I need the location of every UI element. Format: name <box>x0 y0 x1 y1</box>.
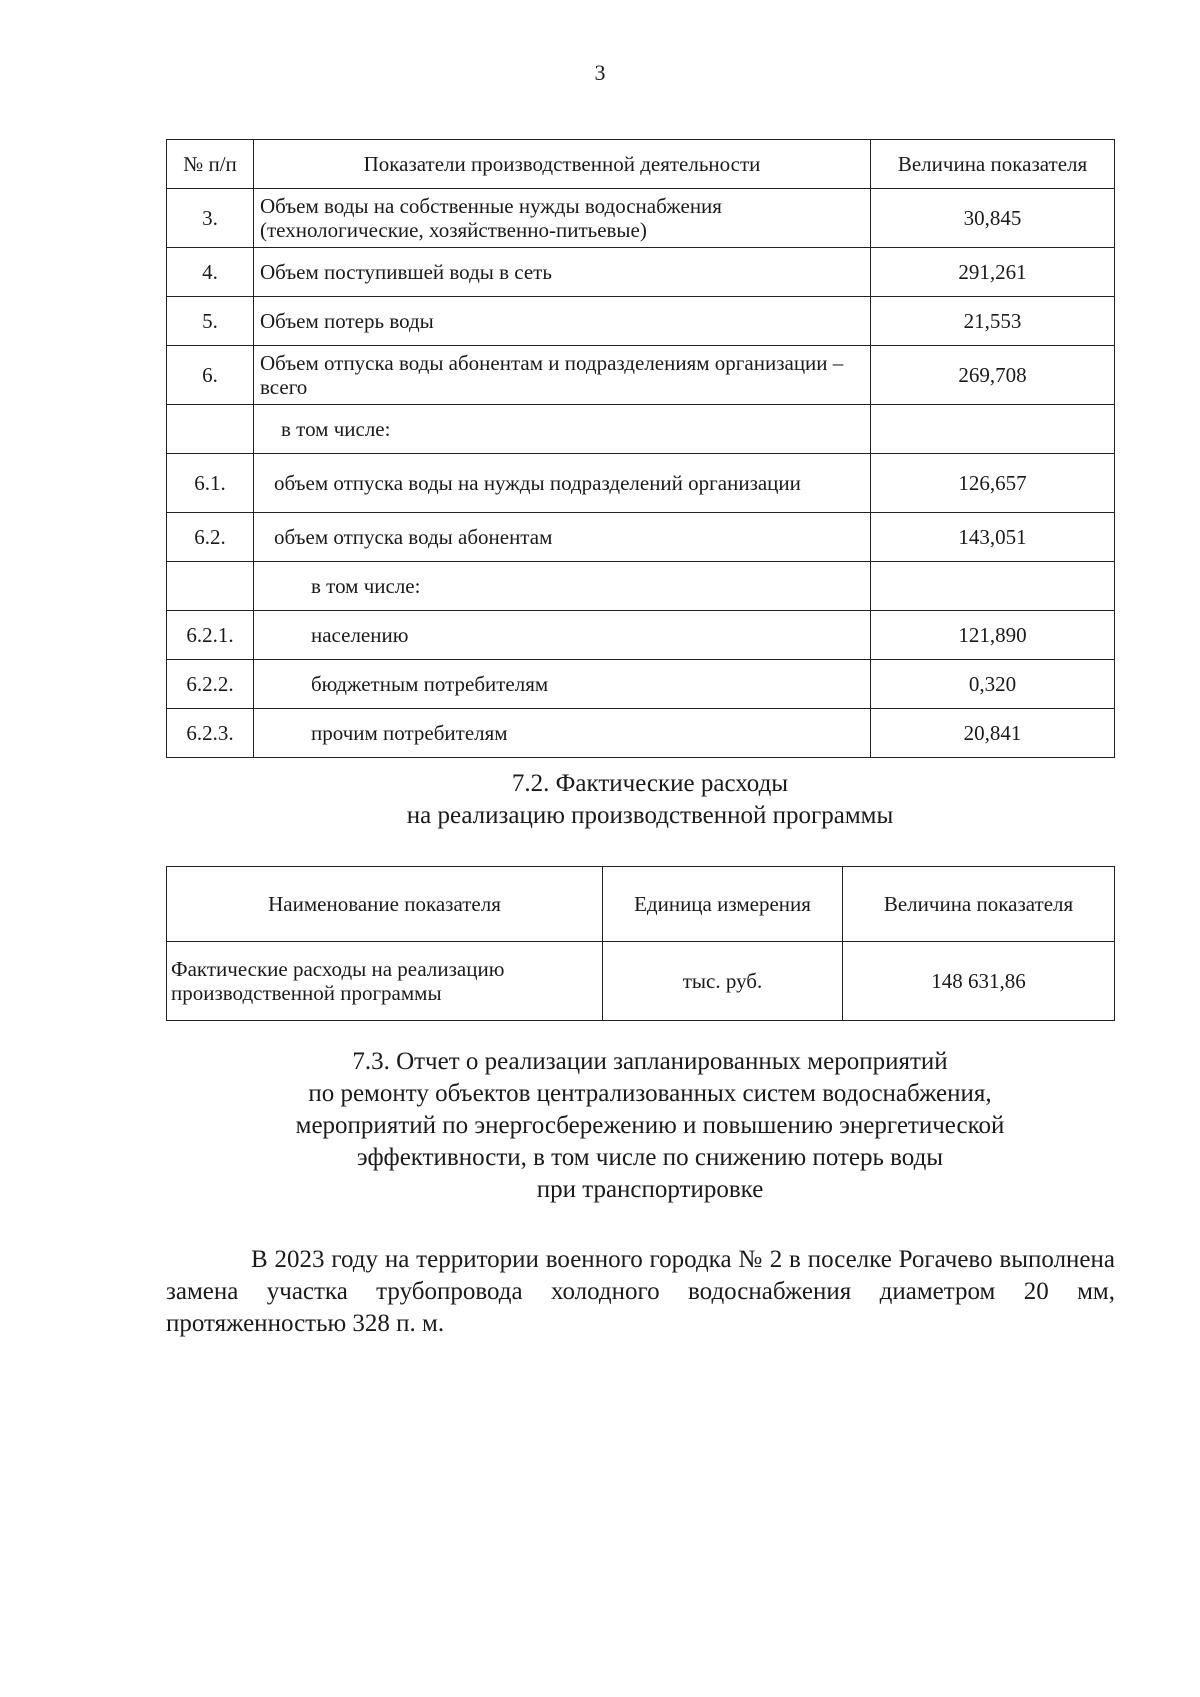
row-value: 0,320 <box>871 660 1115 709</box>
row-name: объем отпуска воды на нужды подразделений организации <box>254 454 871 513</box>
row-num: 6. <box>167 346 254 405</box>
row-value: 269,708 <box>871 346 1115 405</box>
row-num: 6.2.3. <box>167 709 254 758</box>
row-name: Объем потерь воды <box>254 297 871 346</box>
table-row <box>167 513 1115 562</box>
table-row <box>167 297 1115 346</box>
header-value: Величина показателя <box>871 140 1115 189</box>
table-row <box>167 405 1115 454</box>
header-value: Величина показателя <box>843 867 1115 942</box>
table-row <box>167 660 1115 709</box>
report-paragraph <box>166 1244 1115 1340</box>
row-value: 30,845 <box>871 189 1115 248</box>
header-unit: Единица измерения <box>603 867 843 942</box>
row-name: в том числе: <box>254 405 871 454</box>
row-value <box>871 405 1115 454</box>
table-row <box>167 942 1115 1021</box>
row-value: 291,261 <box>871 248 1115 297</box>
table-row <box>167 709 1115 758</box>
production-indicators-table <box>166 139 1115 758</box>
table-row <box>167 611 1115 660</box>
row-num: 3. <box>167 189 254 248</box>
row-name: Объем воды на собственные нужды водоснабжения (технологические, хозяйственно-питьевые) <box>254 189 871 248</box>
actual-expenses-table <box>166 866 1115 1021</box>
section-7-2-line1: 7.2. Фактические расходы <box>511 770 789 797</box>
row-num: 6.2.2. <box>167 660 254 709</box>
row-name: Фактические расходы на реализацию производственной программы <box>167 942 603 1021</box>
table-row <box>167 562 1115 611</box>
table-row <box>167 248 1115 297</box>
row-num: 5. <box>167 297 254 346</box>
row-name: объем отпуска воды абонентам <box>254 513 871 562</box>
section-7-3-line3: мероприятий по энергосбережению и повышению энергетической <box>295 1112 1005 1139</box>
section-7-3-line4: эффективности, в том числе по снижению потерь воды <box>356 1144 944 1171</box>
row-name: Объем отпуска воды абонентам и подразделениям организации – всего <box>254 346 871 405</box>
row-num <box>167 562 254 611</box>
row-num: 6.1. <box>167 454 254 513</box>
row-num: 6.2.1. <box>167 611 254 660</box>
row-num <box>167 405 254 454</box>
row-value: 21,553 <box>871 297 1115 346</box>
header-name: Наименование показателя <box>167 867 603 942</box>
paragraph-text: В 2023 году на территории военного городка № 2 в поселке Рогачево выполнена замена участка трубопровода холодного водоснабжения диаметром 20 мм, протяженностью 328 п. м. <box>166 1246 1115 1337</box>
table-header-row <box>167 140 1115 189</box>
header-num: № п/п <box>167 140 254 189</box>
header-indicator: Показатели производственной деятельности <box>254 140 871 189</box>
row-value: 126,657 <box>871 454 1115 513</box>
table-header-row <box>167 867 1115 942</box>
table-row <box>167 189 1115 248</box>
section-7-3-line1: 7.3. Отчет о реализации запланированных мероприятий <box>352 1048 948 1075</box>
page-number: 3 <box>594 60 606 85</box>
section-7-2-heading <box>0 768 1200 832</box>
row-name: бюджетным потребителям <box>254 660 871 709</box>
row-num: 6.2. <box>167 513 254 562</box>
row-unit: тыс. руб. <box>603 942 843 1021</box>
row-value: 148 631,86 <box>843 942 1115 1021</box>
row-name: прочим потребителям <box>254 709 871 758</box>
section-7-2-line2: на реализацию производственной программы <box>406 802 894 829</box>
table-row <box>167 346 1115 405</box>
section-7-3-line2: по ремонту объектов централизованных систем водоснабжения, <box>308 1080 992 1107</box>
row-name: Объем поступившей воды в сеть <box>254 248 871 297</box>
row-num: 4. <box>167 248 254 297</box>
table-row <box>167 454 1115 513</box>
row-value <box>871 562 1115 611</box>
section-7-3-heading <box>0 1046 1200 1206</box>
row-name: населению <box>254 611 871 660</box>
section-7-3-line5: при транспортировке <box>536 1176 764 1203</box>
row-value: 20,841 <box>871 709 1115 758</box>
row-value: 121,890 <box>871 611 1115 660</box>
row-name: в том числе: <box>254 562 871 611</box>
row-value: 143,051 <box>871 513 1115 562</box>
